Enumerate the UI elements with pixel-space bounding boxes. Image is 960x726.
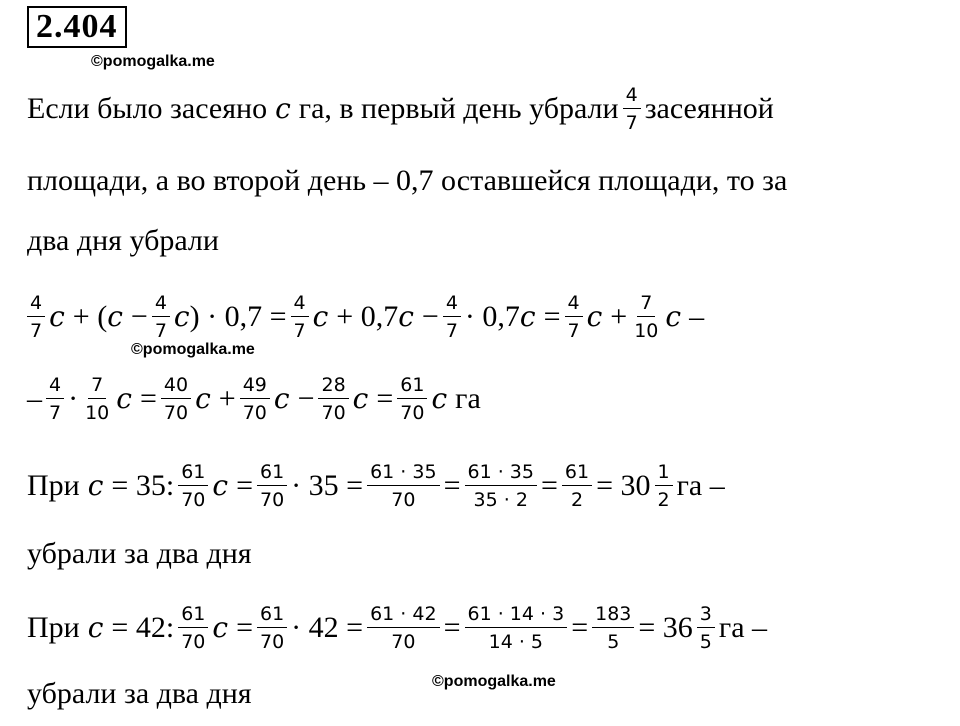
fraction: $\frac{3}{5}$ [697, 603, 715, 653]
operator: + [218, 382, 236, 415]
operator: − [130, 300, 148, 333]
text-line-3 [27, 223, 219, 259]
variable-c: c [195, 382, 211, 415]
variable-c: c [49, 300, 65, 333]
fraction: $\frac{61}{70}$ [178, 461, 208, 511]
text-segment: Если было засеяно [27, 92, 268, 125]
unit: га – [718, 611, 768, 644]
calc-line-c35 [27, 461, 725, 511]
fraction: $\frac{4}{7}$ [27, 292, 45, 342]
variable-c: c [519, 300, 536, 333]
operator: · 42 = [291, 611, 364, 644]
fraction: $\frac{4}{7}$ [291, 292, 309, 342]
fraction: $\frac{1}{2}$ [655, 461, 673, 511]
text-segment: При [27, 611, 80, 644]
fraction: $\frac{61 \cdot 35}{70}$ [367, 461, 439, 511]
watermark: ©pomogalka.me [432, 673, 556, 690]
operator: = [376, 382, 394, 415]
operator: = [139, 382, 157, 415]
fraction: $\frac{61}{70}$ [397, 374, 427, 424]
variable-c: c [431, 382, 448, 415]
operator: − [421, 300, 439, 333]
watermark: ©pomogalka.me [131, 341, 255, 358]
condition: = 42: [111, 611, 175, 644]
operator: = [236, 611, 253, 644]
unit: га – [676, 469, 725, 502]
variable-c: c [107, 300, 123, 333]
variable-c: c [116, 382, 132, 415]
problem-number: 2.404 [27, 6, 127, 48]
operator: = [443, 611, 461, 644]
fraction: $\frac{4}{7}$ [565, 292, 583, 342]
fraction: $\frac{61}{70}$ [257, 461, 287, 511]
text-segment: га, в первый день убрали [298, 92, 619, 125]
operator: · [68, 382, 79, 415]
fraction: $\frac{61}{70}$ [178, 603, 208, 653]
fraction: $\frac{61}{2}$ [562, 461, 592, 511]
calc-line-c42-tail [27, 676, 252, 712]
variable-c: c [273, 382, 290, 415]
operator: − [297, 382, 315, 415]
operator: + ( [72, 300, 108, 333]
variable-c: c [398, 300, 414, 333]
operator: = [540, 469, 558, 502]
fraction: $\frac{4}{7}$ [152, 292, 170, 342]
text-segment: площади, а во второй день – 0,7 оставшейся площади, то за [27, 164, 788, 197]
watermark: ©pomogalka.me [91, 53, 215, 70]
fraction: $\frac{61}{70}$ [257, 603, 287, 653]
variable-c: c [665, 300, 682, 333]
operator: – [27, 382, 42, 415]
condition: = 35: [111, 469, 175, 502]
fraction: $\frac{4}{7}$ [46, 374, 64, 424]
variable-c: c [275, 92, 291, 125]
text-line-1 [27, 84, 774, 134]
operator: + 0,7 [336, 300, 399, 333]
fraction: $\frac{183}{5}$ [592, 603, 634, 653]
operator: · 0,7 [464, 300, 520, 333]
fraction: $\frac{61 \cdot 35}{35 \cdot 2}$ [465, 461, 537, 511]
fraction: $\frac{28}{70}$ [318, 374, 348, 424]
fraction: $\frac{7}{10}$ [85, 374, 110, 424]
operator: ) · 0,7 = [189, 300, 287, 333]
calc-line-c42 [27, 603, 767, 653]
text-line-2 [27, 163, 787, 199]
operator: = [236, 469, 253, 502]
text-segment: засеянной [644, 92, 774, 125]
text-segment: убрали за два дня [27, 677, 252, 710]
result-whole: = 36 [638, 611, 693, 644]
operator: + [610, 300, 628, 333]
variable-c: c [173, 300, 190, 333]
text-segment: убрали за два дня [27, 537, 252, 570]
operator: = [543, 300, 561, 333]
fraction: $\frac{49}{70}$ [240, 374, 270, 424]
fraction: $\frac{61 \cdot 14 \cdot 3}{14 \cdot 5}$ [465, 603, 568, 653]
variable-c: c [212, 469, 229, 502]
variable-c: c [352, 382, 369, 415]
fraction: $\frac{4}{7}$ [443, 292, 461, 342]
result-whole: = 30 [596, 469, 651, 502]
operator: = [443, 469, 461, 502]
unit: га [455, 382, 481, 415]
variable-c: c [87, 611, 104, 644]
equation-line-1 [27, 292, 704, 342]
variable-c: c [87, 469, 104, 502]
text-segment: два дня убрали [27, 224, 219, 257]
fraction: $\frac{40}{70}$ [161, 374, 191, 424]
variable-c: c [312, 300, 329, 333]
operator: = [571, 611, 589, 644]
operator: – [689, 300, 705, 333]
fraction: $\frac{7}{10}$ [634, 292, 659, 342]
variable-c: c [586, 300, 603, 333]
operator: · 35 = [291, 469, 364, 502]
calc-line-c35-tail [27, 536, 252, 572]
text-segment: При [27, 469, 80, 502]
variable-c: c [212, 611, 229, 644]
equation-line-2 [27, 374, 481, 424]
fraction: $\frac{61 \cdot 42}{70}$ [367, 603, 439, 653]
fraction: $\frac{4}{7}$ [623, 84, 641, 134]
